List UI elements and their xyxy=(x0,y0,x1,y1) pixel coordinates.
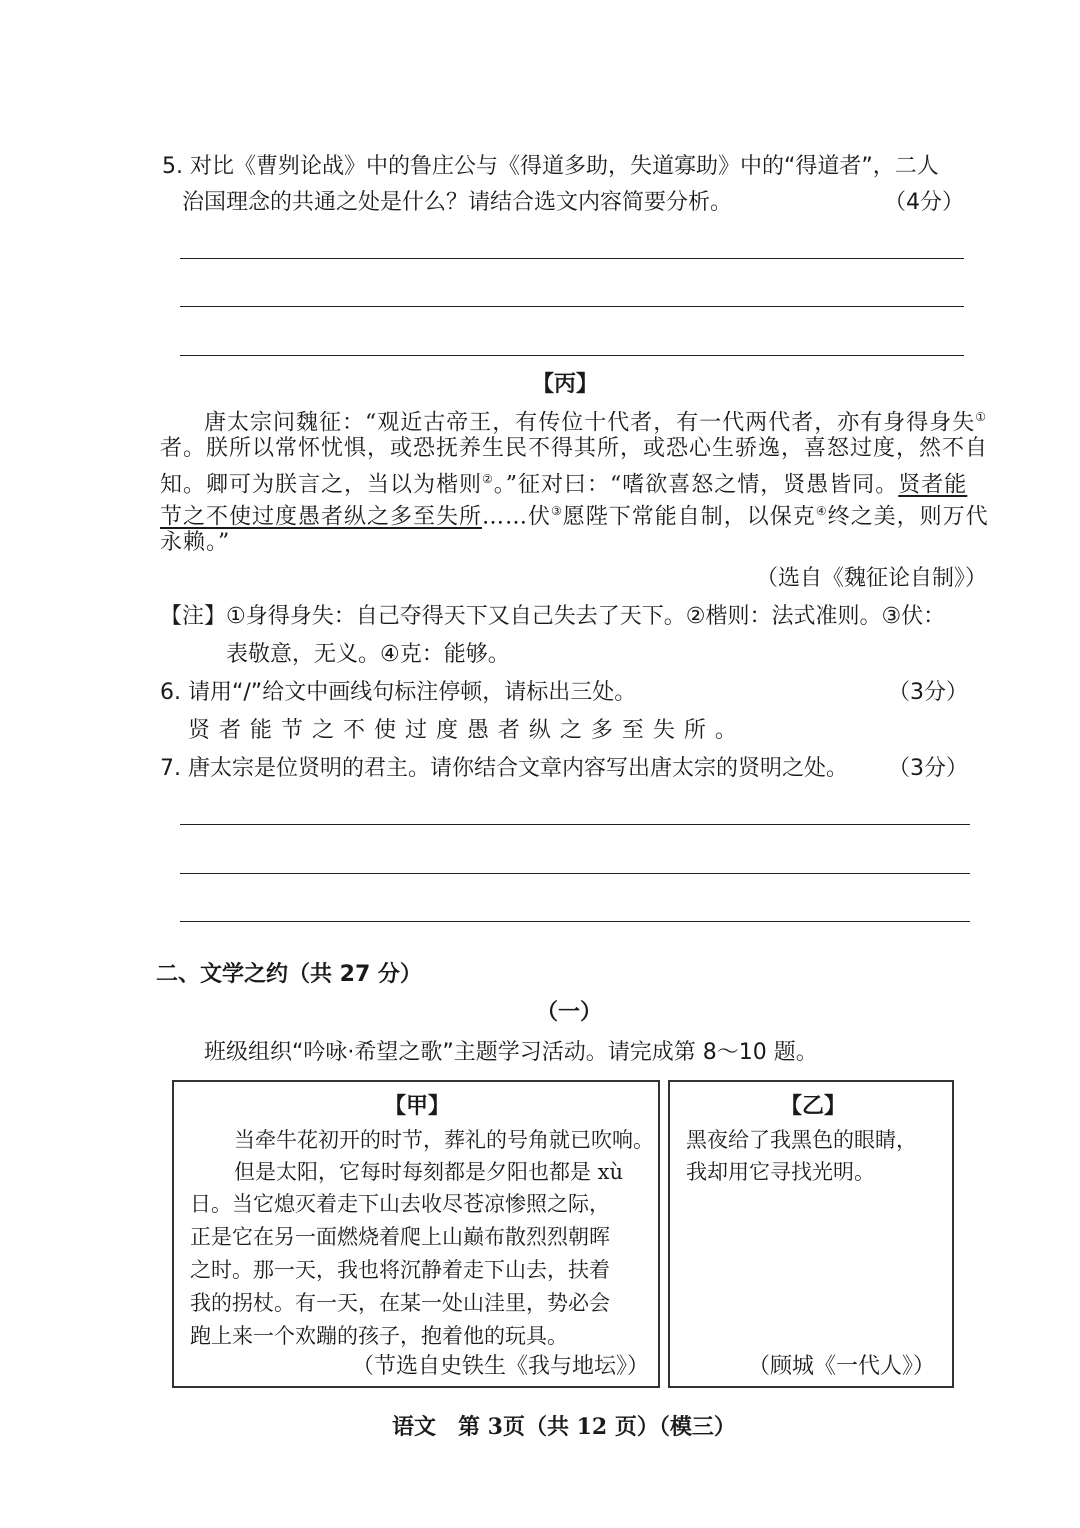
passage-jia-box xyxy=(172,1080,660,1388)
question-5-line1: 5. 对比《曹刿论战》中的鲁庄公与《得道多助，失道寡助》中的“得道者”，二人 xyxy=(162,154,939,179)
page-footer: 语文 第 3页（共 12 页）（模三） xyxy=(392,1414,736,1440)
passage-jia-line: 我的拐杖。有一天，在某一处山洼里，势必会 xyxy=(190,1291,610,1315)
question-6-sentence: 贤 者 能 节 之 不 使 过 度 愚 者 纵 之 多 至 失 所 。 xyxy=(188,718,738,743)
answer-line[interactable] xyxy=(180,921,970,922)
answer-line[interactable] xyxy=(180,873,970,874)
passage-jia-title: 【甲】 xyxy=(384,1094,451,1119)
passage-bing-title: 【丙】 xyxy=(532,372,599,397)
passage-jia-line: 跑上来一个欢蹦的孩子，抱着他的玩具。 xyxy=(190,1324,568,1348)
section-2-intro: 班级组织“吟咏·希望之歌”主题学习活动。请完成第 8～10 题。 xyxy=(204,1040,818,1065)
passage-bing-line: 唐太宗问魏征：“观近古帝王，有传位十代者，有一代两代者，亦有身得身失① xyxy=(204,410,988,436)
passage-jia-line: 正是它在另一面燃烧着爬上山巅布散烈烈朝晖 xyxy=(190,1225,610,1249)
passage-yi-source: （顾城《一代人》） xyxy=(748,1354,936,1379)
passage-bing-line: 知。卿可为朕言之，当以为楷则②。”征对曰：“嗜欲喜怒之情，贤愚皆同。贤者能 xyxy=(160,472,968,498)
passage-bing-line: 节之不使过度愚者纵之多至失所……伏③愿陛下常能自制，以保克④终之美，则万代 xyxy=(160,504,989,530)
answer-line[interactable] xyxy=(180,824,970,825)
question-7-line1: 7. 唐太宗是位贤明的君主。请你结合文章内容写出唐太宗的贤明之处。 xyxy=(160,756,848,781)
question-6-score: （3分） xyxy=(888,680,968,705)
passage-yi-line: 黑夜给了我黑色的眼睛， xyxy=(686,1128,917,1152)
notes-line2: 表敬意，无义。④克：能够。 xyxy=(226,642,510,667)
notes-line1: 【注】①身得身失：自己夺得天下又自己失去了天下。②楷则：法式准则。③伏： xyxy=(160,604,946,629)
passage-jia-line: 但是太阳，它每时每刻都是夕阳也都是 xù xyxy=(234,1160,624,1184)
question-5-score: （4分） xyxy=(884,190,964,215)
passage-yi-box xyxy=(668,1080,954,1388)
passage-jia-line: 之时。那一天，我也将沉静着走下山去，扶着 xyxy=(190,1258,610,1282)
passage-bing-line: 者。朕所以常怀忧惧，或恐抚养生民不得其所，或恐心生骄逸，喜怒过度，然不自 xyxy=(160,436,989,461)
passage-yi-title: 【乙】 xyxy=(780,1094,847,1119)
passage-yi-line: 我却用它寻找光明。 xyxy=(686,1160,875,1184)
question-6-line1: 6. 请用“/”给文中画线句标注停顿，请标出三处。 xyxy=(160,680,637,705)
answer-line[interactable] xyxy=(180,306,964,307)
passage-bing-source: （选自《魏征论自制》） xyxy=(756,566,988,591)
answer-line[interactable] xyxy=(180,258,964,259)
passage-jia-line: 日。当它熄灭着走下山去收尽苍凉惨照之际， xyxy=(190,1192,610,1216)
answer-line[interactable] xyxy=(180,355,964,356)
section-2-subtitle: （一） xyxy=(536,1000,603,1025)
underlined-sentence: 节之不使过度愚者纵之多至失所 xyxy=(160,504,483,530)
section-2-title: 二、文学之约（共 27 分） xyxy=(156,962,422,987)
passage-bing-line: 永赖。” xyxy=(160,530,231,555)
question-5-line2: 治国理念的共通之处是什么？请结合选文内容简要分析。 xyxy=(182,190,733,215)
underlined-sentence: 贤者能 xyxy=(898,472,968,498)
passage-jia-line: 当牵牛花初开的时节，葬礼的号角就已吹响。 xyxy=(234,1128,654,1152)
passage-jia-source: （节选自史铁生《我与地坛》） xyxy=(352,1354,650,1379)
question-7-score: （3分） xyxy=(888,756,968,781)
